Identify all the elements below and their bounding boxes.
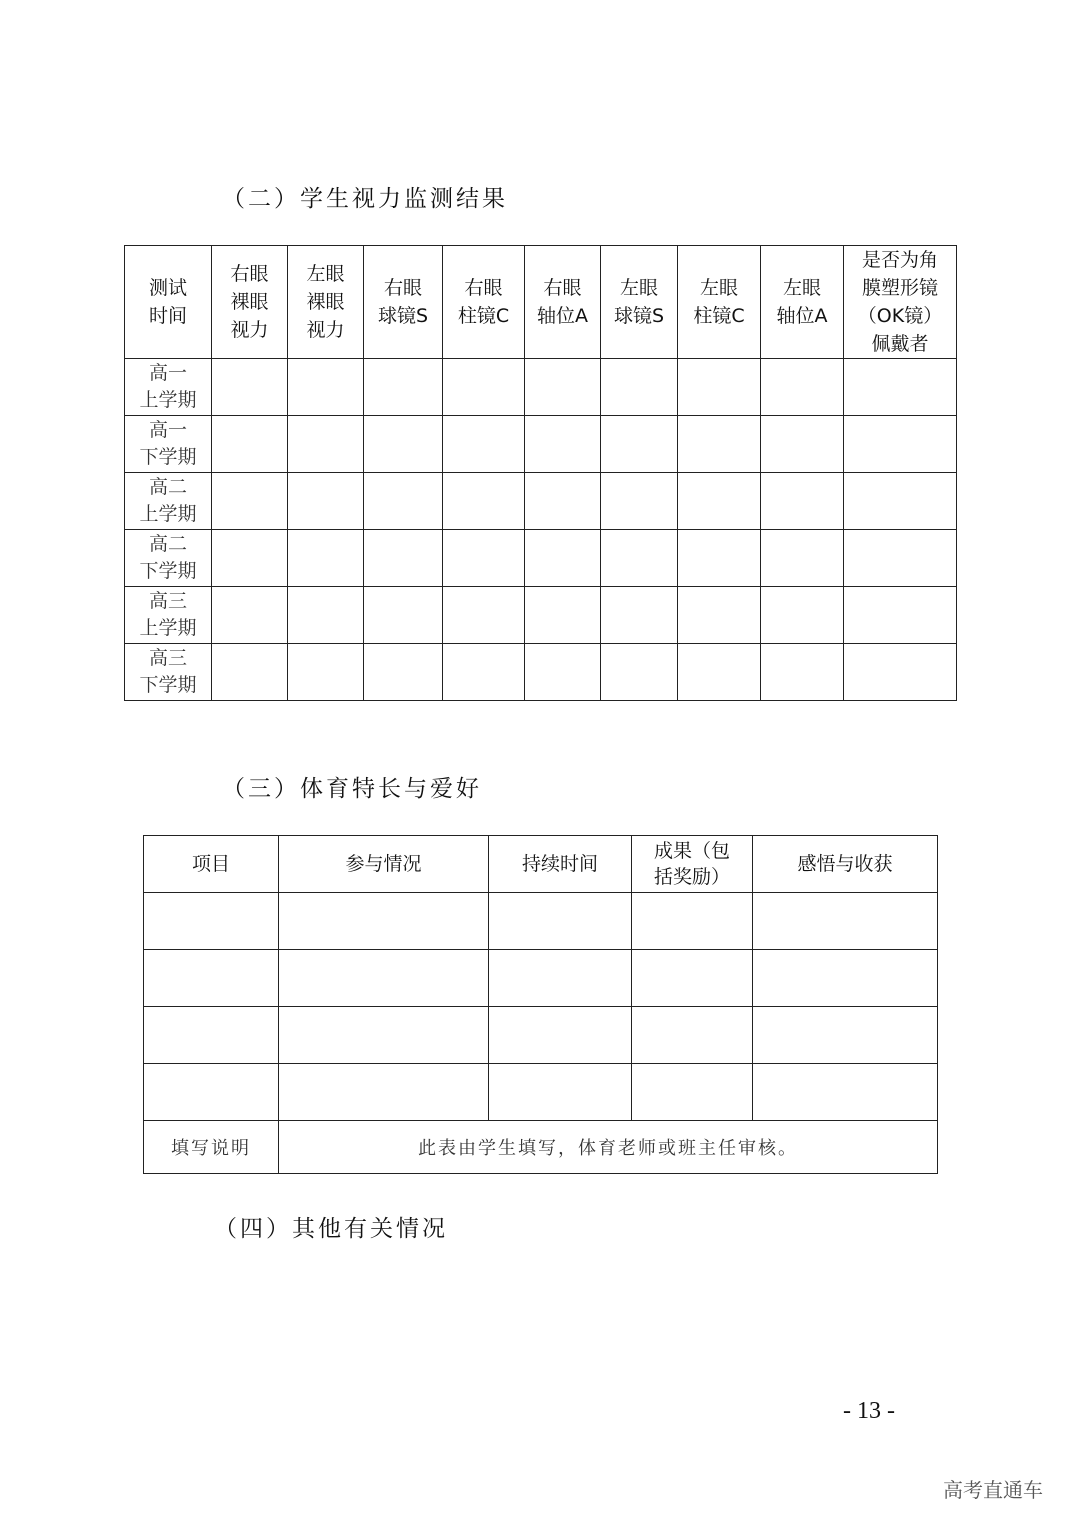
vision-input-cell[interactable] — [678, 587, 761, 644]
vision-input-cell[interactable] — [678, 473, 761, 530]
vision-input-cell[interactable] — [212, 644, 288, 701]
vision-column-header — [761, 246, 844, 359]
cell-line: 项目 — [191, 853, 230, 875]
sports-row — [144, 1007, 938, 1064]
cell-line: 裸眼 — [306, 291, 345, 313]
vision-input-cell[interactable] — [288, 359, 364, 416]
cell-line: 高二 — [148, 533, 187, 555]
vision-input-cell[interactable] — [288, 644, 364, 701]
vision-input-cell[interactable] — [761, 473, 844, 530]
sports-input-cell[interactable] — [753, 1064, 938, 1121]
sports-row — [144, 1064, 938, 1121]
sports-input-cell[interactable] — [489, 950, 632, 1007]
vision-input-cell[interactable] — [443, 587, 525, 644]
vision-input-cell[interactable] — [364, 416, 443, 473]
cell-line: 上学期 — [139, 389, 197, 411]
vision-input-cell[interactable] — [525, 473, 601, 530]
cell-line: 轴位A — [537, 305, 588, 327]
vision-input-cell[interactable] — [525, 644, 601, 701]
vision-input-cell[interactable] — [364, 644, 443, 701]
vision-input-cell[interactable] — [601, 644, 678, 701]
sports-input-cell[interactable] — [489, 1007, 632, 1064]
cell-line: 右眼 — [383, 277, 422, 299]
vision-row — [125, 473, 957, 530]
vision-input-cell[interactable] — [678, 530, 761, 587]
page-number: - 13 - — [843, 1398, 895, 1424]
vision-input-cell[interactable] — [844, 587, 957, 644]
vision-input-cell[interactable] — [844, 644, 957, 701]
vision-input-cell[interactable] — [212, 530, 288, 587]
term-label — [125, 359, 212, 416]
cell-line: 下学期 — [139, 560, 197, 582]
cell-line: 测试 — [148, 277, 187, 299]
sports-input-cell[interactable] — [489, 1064, 632, 1121]
cell-line: 右眼 — [543, 277, 582, 299]
vision-column-header — [288, 246, 364, 359]
cell-line: 持续时间 — [521, 853, 598, 875]
vision-column-header — [443, 246, 525, 359]
sports-hobbies-table — [143, 835, 938, 1174]
vision-column-header — [125, 246, 212, 359]
sports-row — [144, 950, 938, 1007]
vision-input-cell[interactable] — [525, 359, 601, 416]
vision-input-cell[interactable] — [601, 473, 678, 530]
vision-input-cell[interactable] — [525, 587, 601, 644]
cell-line: 视力 — [230, 319, 269, 341]
sports-input-cell[interactable] — [753, 893, 938, 950]
sports-input-cell[interactable] — [753, 950, 938, 1007]
vision-row — [125, 416, 957, 473]
cell-line: 高三 — [148, 590, 187, 612]
vision-input-cell[interactable] — [844, 530, 957, 587]
vision-input-cell[interactable] — [601, 587, 678, 644]
vision-input-cell[interactable] — [288, 416, 364, 473]
vision-input-cell[interactable] — [525, 530, 601, 587]
sports-input-cell[interactable] — [753, 1007, 938, 1064]
vision-column-header — [844, 246, 957, 359]
cell-line: 括奖励） — [653, 866, 730, 888]
sports-input-cell[interactable] — [144, 893, 279, 950]
cell-line: 高一 — [148, 362, 187, 384]
vision-input-cell[interactable] — [288, 473, 364, 530]
fill-instructions-label: 填写说明 — [144, 1121, 279, 1174]
vision-input-cell[interactable] — [601, 359, 678, 416]
sports-column-header — [279, 836, 489, 893]
vision-input-cell[interactable] — [364, 473, 443, 530]
section2-title: （二）学生视力监测结果 — [222, 186, 508, 212]
sports-input-cell[interactable] — [632, 1007, 753, 1064]
sports-column-header — [489, 836, 632, 893]
cell-line: 右眼 — [464, 277, 503, 299]
sports-row — [144, 893, 938, 950]
cell-line: 下学期 — [139, 674, 197, 696]
vision-input-cell[interactable] — [364, 530, 443, 587]
sports-input-cell[interactable] — [632, 893, 753, 950]
cell-line: 轴位A — [776, 305, 828, 327]
vision-column-header — [364, 246, 443, 359]
cell-line: （OK镜） — [857, 305, 943, 327]
term-label — [125, 530, 212, 587]
vision-input-cell[interactable] — [678, 359, 761, 416]
vision-row — [125, 644, 957, 701]
sports-input-cell[interactable] — [632, 1064, 753, 1121]
vision-input-cell[interactable] — [601, 416, 678, 473]
vision-input-cell[interactable] — [443, 416, 525, 473]
cell-line: 上学期 — [139, 617, 197, 639]
cell-line: 柱镜C — [457, 305, 510, 327]
cell-line: 视力 — [306, 319, 345, 341]
vision-row — [125, 359, 957, 416]
cell-line: 左眼 — [782, 277, 821, 299]
vision-input-cell[interactable] — [364, 587, 443, 644]
cell-line: 参与情况 — [345, 853, 422, 875]
vision-input-cell[interactable] — [844, 473, 957, 530]
cell-line: 右眼 — [230, 263, 269, 285]
cell-line: 高二 — [148, 476, 187, 498]
sports-input-cell[interactable] — [279, 893, 489, 950]
cell-line: 球镜S — [613, 305, 665, 327]
section3-title: （三）体育特长与爱好 — [222, 776, 482, 802]
cell-line: 柱镜C — [693, 305, 745, 327]
vision-input-cell[interactable] — [212, 473, 288, 530]
vision-column-header — [525, 246, 601, 359]
vision-input-cell[interactable] — [443, 530, 525, 587]
cell-line: 感悟与收获 — [797, 853, 893, 875]
cell-line: 上学期 — [139, 503, 197, 525]
term-label — [125, 473, 212, 530]
cell-line: 高一 — [148, 419, 187, 441]
vision-input-cell[interactable] — [525, 416, 601, 473]
vision-input-cell[interactable] — [212, 359, 288, 416]
vision-input-cell[interactable] — [844, 416, 957, 473]
vision-monitoring-table — [124, 245, 957, 701]
term-label — [125, 416, 212, 473]
cell-line: 是否为角 — [861, 249, 938, 271]
vision-input-cell[interactable] — [212, 416, 288, 473]
sports-input-cell[interactable] — [489, 893, 632, 950]
cell-line: 时间 — [148, 305, 187, 327]
vision-input-cell[interactable] — [678, 416, 761, 473]
vision-input-cell[interactable] — [761, 587, 844, 644]
cell-line: 左眼 — [306, 263, 345, 285]
vision-column-header — [678, 246, 761, 359]
vision-input-cell[interactable] — [761, 416, 844, 473]
fill-instructions-row — [144, 1121, 938, 1174]
sports-input-cell[interactable] — [279, 1064, 489, 1121]
term-label — [125, 644, 212, 701]
vision-row — [125, 587, 957, 644]
vision-column-header — [212, 246, 288, 359]
vision-input-cell[interactable] — [443, 473, 525, 530]
vision-row — [125, 530, 957, 587]
cell-line: 高三 — [148, 647, 187, 669]
cell-line: 左眼 — [619, 277, 658, 299]
vision-column-header — [601, 246, 678, 359]
fill-instructions-text: 此表由学生填写，体育老师或班主任审核。 — [279, 1121, 938, 1174]
vision-input-cell[interactable] — [761, 359, 844, 416]
term-label — [125, 587, 212, 644]
sports-column-header — [753, 836, 938, 893]
vision-input-cell[interactable] — [364, 359, 443, 416]
sports-input-cell[interactable] — [632, 950, 753, 1007]
sports-input-cell[interactable] — [144, 1064, 279, 1121]
vision-input-cell[interactable] — [443, 359, 525, 416]
sports-input-cell[interactable] — [144, 950, 279, 1007]
cell-line: 膜塑形镜 — [861, 277, 938, 299]
cell-line: 佩戴者 — [871, 333, 929, 355]
vision-input-cell[interactable] — [443, 644, 525, 701]
vision-input-cell[interactable] — [601, 530, 678, 587]
cell-line: 下学期 — [139, 446, 197, 468]
sports-input-cell[interactable] — [279, 1007, 489, 1064]
vision-input-cell[interactable] — [288, 587, 364, 644]
sports-input-cell[interactable] — [144, 1007, 279, 1064]
cell-line: 球镜S — [377, 305, 429, 327]
section4-title: （四）其他有关情况 — [214, 1216, 448, 1242]
vision-input-cell[interactable] — [761, 644, 844, 701]
cell-line: 成果（包 — [653, 840, 730, 862]
sports-column-header — [144, 836, 279, 893]
vision-input-cell[interactable] — [761, 530, 844, 587]
sports-column-header — [632, 836, 753, 893]
cell-line: 裸眼 — [230, 291, 269, 313]
cell-line: 左眼 — [699, 277, 738, 299]
vision-input-cell[interactable] — [678, 644, 761, 701]
vision-input-cell[interactable] — [288, 530, 364, 587]
sports-input-cell[interactable] — [279, 950, 489, 1007]
vision-input-cell[interactable] — [844, 359, 957, 416]
watermark: 高考直通车 — [943, 1478, 1043, 1502]
vision-input-cell[interactable] — [212, 587, 288, 644]
